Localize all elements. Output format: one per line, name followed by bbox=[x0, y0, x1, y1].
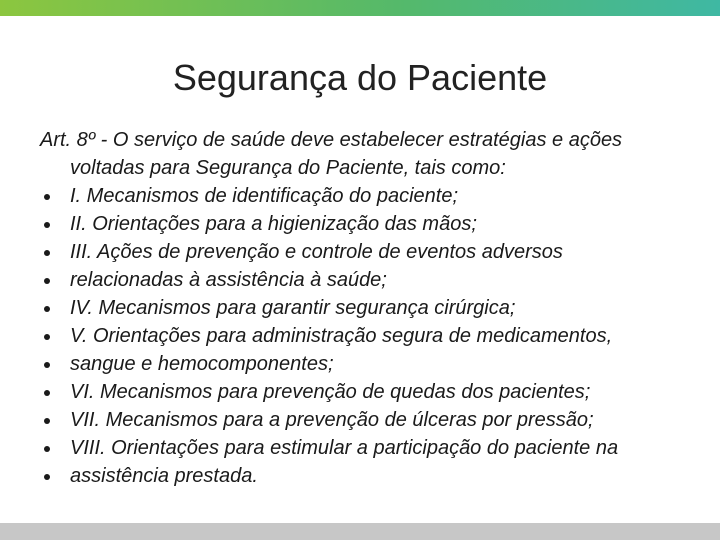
bullet-icon bbox=[44, 222, 50, 228]
bullet-icon bbox=[44, 446, 50, 452]
list-item bbox=[40, 462, 690, 490]
list-item bbox=[40, 378, 690, 406]
bullet-icon bbox=[44, 418, 50, 424]
list-item-text: relacionadas à assistência à saúde; bbox=[70, 269, 387, 291]
list-item-text: sangue e hemocomponentes; bbox=[70, 353, 334, 375]
list-item-text: I. Mecanismos de identificação do paciente; bbox=[70, 185, 458, 207]
list-item-text: III. Ações de prevenção e controle de eventos adversos bbox=[70, 241, 563, 263]
bullet-icon bbox=[44, 250, 50, 256]
bullet-list bbox=[40, 182, 690, 490]
bullet-icon bbox=[44, 306, 50, 312]
list-item bbox=[40, 182, 690, 210]
list-item-text: VII. Mecanismos para a prevenção de úlceras por pressão; bbox=[70, 409, 594, 431]
list-item bbox=[40, 322, 690, 350]
list-item-text: assistência prestada. bbox=[70, 465, 258, 487]
top-accent-bar bbox=[0, 0, 720, 16]
list-item-text: IV. Mecanismos para garantir segurança cirúrgica; bbox=[70, 297, 516, 319]
slide-title: Segurança do Paciente bbox=[172, 57, 548, 98]
list-item bbox=[40, 238, 690, 266]
list-item-text: II. Orientações para a higienização das mãos; bbox=[70, 213, 477, 235]
bottom-footer-bar bbox=[0, 523, 720, 540]
list-item bbox=[40, 434, 690, 462]
list-item bbox=[40, 406, 690, 434]
bullet-icon bbox=[44, 362, 50, 368]
intro-paragraph: Art. 8º - O serviço de saúde deve estabelecer estratégias e ações voltadas para Segurança do Paciente, tais como: bbox=[40, 129, 623, 179]
list-item-text: V. Orientações para administração segura de medicamentos, bbox=[70, 325, 613, 347]
list-item-text: VI. Mecanismos para prevenção de quedas dos pacientes; bbox=[70, 381, 591, 403]
list-item bbox=[40, 294, 690, 322]
list-item-text: VIII. Orientações para estimular a participação do paciente na bbox=[70, 437, 619, 459]
slide-body bbox=[40, 126, 690, 490]
list-item bbox=[40, 266, 690, 294]
list-item bbox=[40, 210, 690, 238]
bullet-icon bbox=[44, 194, 50, 200]
bullet-icon bbox=[44, 390, 50, 396]
bullet-icon bbox=[44, 474, 50, 480]
list-item bbox=[40, 350, 690, 378]
bullet-icon bbox=[44, 278, 50, 284]
bullet-icon bbox=[44, 334, 50, 340]
